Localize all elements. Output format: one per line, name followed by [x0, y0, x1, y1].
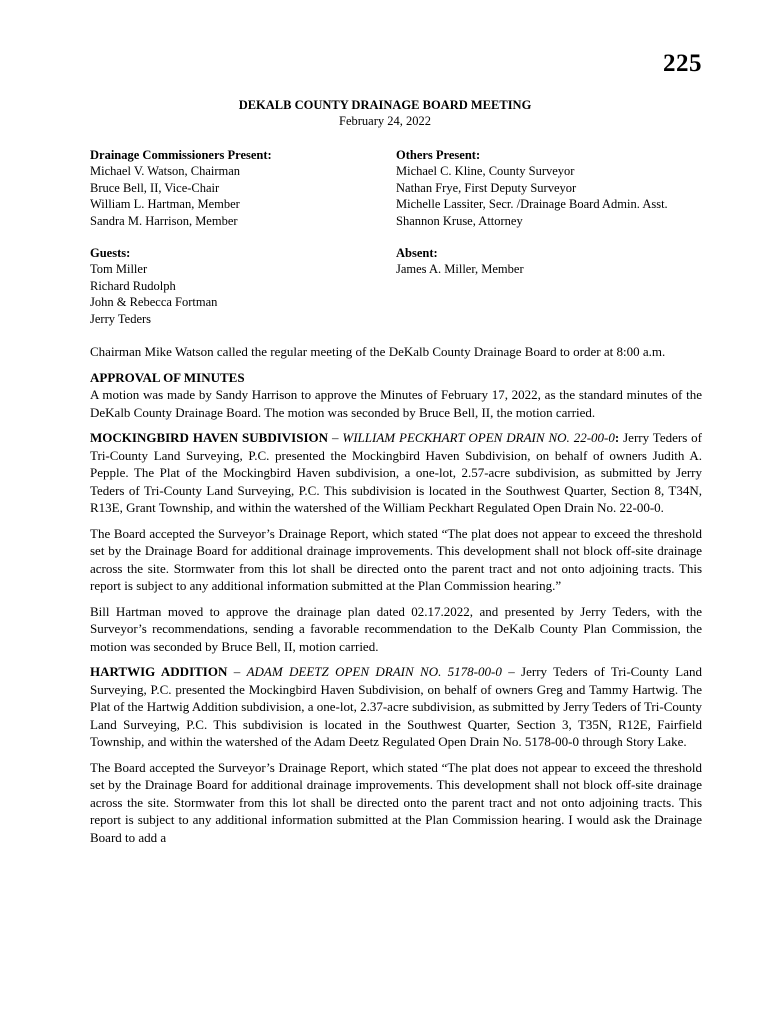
drain-name: WILLIAM PECKHART OPEN DRAIN NO. 22-00-0 [342, 430, 615, 445]
attendee: Michael C. Kline, County Surveyor [396, 164, 575, 179]
page-number: 225 [663, 50, 702, 77]
attendee: Shannon Kruse, Attorney [396, 213, 523, 228]
attendee: Nathan Frye, First Deputy Surveyor [396, 180, 577, 195]
paragraph-text: A motion was made by Sandy Harrison to approve the Minutes of February 17, 2022, as the standard minutes of the DeKalb County Drainage Board. The motion was seconded by Bruce Bell, II, the motion carried. [90, 387, 702, 420]
surveyor-report: The Board accepted the Surveyor’s Drainage Report, which stated “The plat does not appear to exceed the threshold set by the Drainage Board for additional drainage improvements. This development shall not block off-site drainage across the site. Stormwater from this lot shall be directed onto the parent tract and not onto adjoining tracts. This report is subject to any additional information submitted at the Plan Commission hearing. I would ask the Drainage Board to add a [90, 759, 702, 845]
guest: Tom Miller [90, 262, 148, 277]
attendee: Michael V. Watson, Chairman [90, 164, 241, 179]
document-header [0, 97, 770, 129]
guest: John & Rebecca Fortman [90, 295, 218, 310]
mockingbird-section [90, 429, 702, 517]
surveyor-report: The Board accepted the Surveyor’s Drainage Report, which stated “The plat does not appear to exceed the threshold set by the Drainage Board for additional drainage improvements. This development shall not block off-site drainage across the site. Stormwater from this lot shall be directed onto the parent tract and not onto adjoining tracts. This report is subject to any additional information submitted at the Plan Commission hearing.” [90, 525, 702, 593]
guest: Jerry Teders [90, 311, 152, 326]
others-present [396, 147, 716, 229]
guests [90, 245, 380, 327]
motion-paragraph: Bill Hartman moved to approve the drainage plan dated 02.17.2022, and presented by Jerry Teders, with the Surveyor’s recommendations, sending a favorable recommendation to the DeKalb County Plan Commission, the motion was seconded by Bruce Bell, II, motion carried. [90, 603, 702, 654]
colon: : [614, 430, 620, 445]
absent [396, 245, 716, 278]
attendee: William L. Hartman, Member [90, 197, 240, 212]
meeting-title: DEKALB COUNTY DRAINAGE BOARD MEETING [238, 98, 532, 112]
others-label: Others Present: [396, 148, 481, 162]
paragraph-text: – Jerry Teders of Tri-County Land Surveying, P.C. presented the Mockingbird Haven Subdivision, on behalf of owners Greg and Tammy Hartwig. The Plat of the Hartwig Addition subdivision, a one-lot, 2.37-acre subdivision, as submitted by Jerry Teders of Tri-County Land Surveying, P.C. This subdivision is located in the Southwest Quarter, Section 3, T35N, R12E, Fairfield Township, and within the watershed of the Adam Deetz Regulated Open Drain No. 5178-00-0 through Story Lake. [90, 664, 703, 749]
guest: Richard Rudolph [90, 278, 176, 293]
section-heading: MOCKINGBIRD HAVEN SUBDIVISION [90, 430, 329, 445]
dash: – [227, 664, 247, 679]
absent-label: Absent: [396, 246, 438, 260]
section-heading: APPROVAL OF MINUTES [90, 369, 245, 385]
dash: – [328, 430, 343, 445]
attendee: Bruce Bell, II, Vice-Chair [90, 180, 220, 195]
attendee: Sandra M. Harrison, Member [90, 213, 238, 228]
paragraph-text: Jerry Teders of Tri-County Land Surveying, P.C. presented the Mockingbird Haven Subdivision, on behalf of owners Judith A. Pepple. The Plat of the Mockingbird Haven subdivision, a one-lot, 2.57-acre subdivision, as submitted by Jerry Teders of Tri-County Land Surveying, P.C. This subdivision is located in the Southwest Quarter, Section 8, T34N, R13E, Grant Township, and within the watershed of the William Peckhart Regulated Open Drain No. 22-00-0. [90, 430, 702, 515]
absent-member: James A. Miller, Member [396, 262, 524, 277]
approval-of-minutes [90, 369, 702, 422]
meeting-date: February 24, 2022 [339, 114, 431, 128]
attendee: Michelle Lassiter, Secr. /Drainage Board Admin. Asst. [396, 197, 668, 212]
intro-paragraph: Chairman Mike Watson called the regular meeting of the DeKalb County Drainage Board to order at 8:00 a.m. [90, 344, 666, 359]
minutes-body [90, 343, 702, 854]
commissioners-present [90, 147, 380, 229]
guests-label: Guests: [90, 246, 131, 260]
drain-name: ADAM DEETZ OPEN DRAIN NO. 5178-00-0 [246, 664, 502, 679]
commissioners-label: Drainage Commissioners Present: [90, 148, 272, 162]
hartwig-section [90, 663, 702, 751]
section-heading: HARTWIG ADDITION [90, 664, 228, 679]
